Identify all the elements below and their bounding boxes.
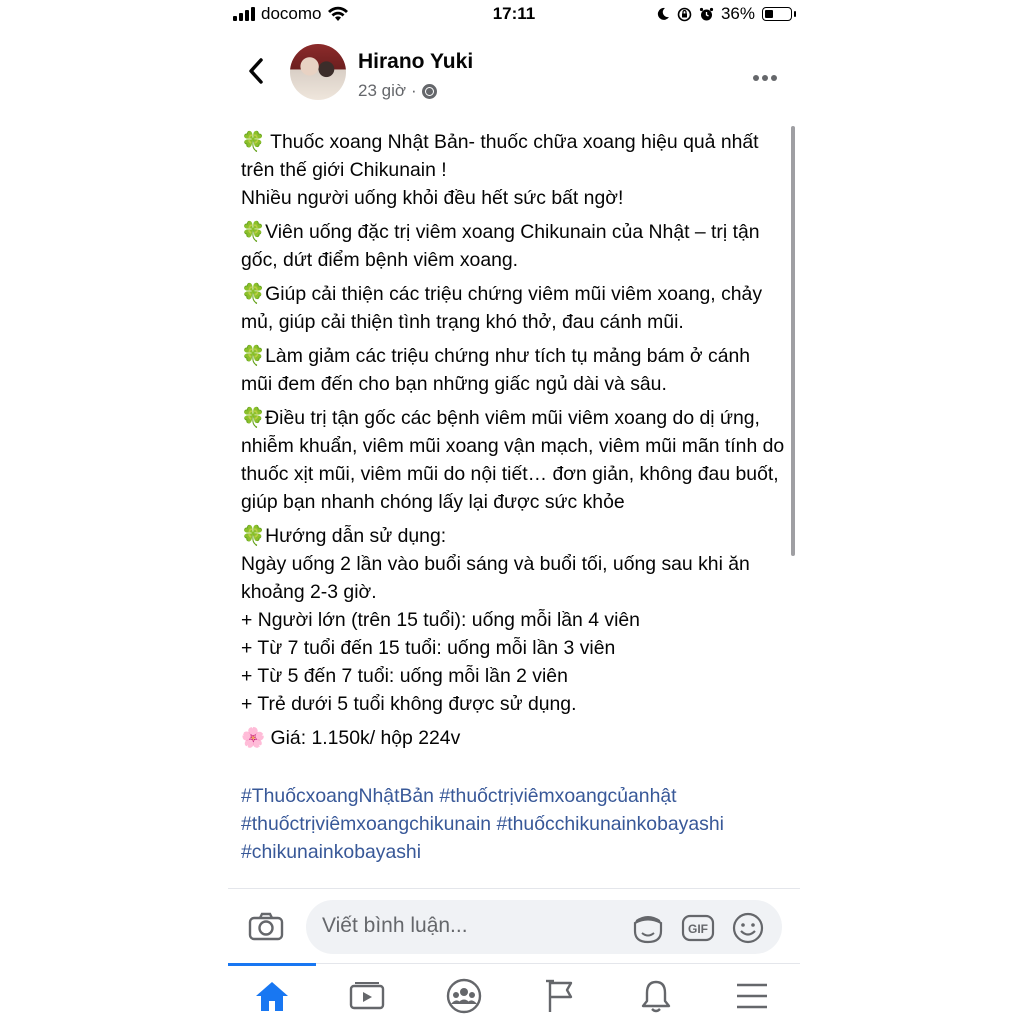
hashtag-link[interactable]: #thuốctrịviêmxoangchikunain xyxy=(241,813,492,835)
battery-icon xyxy=(762,7,792,21)
post-header xyxy=(228,40,800,110)
status-right-group xyxy=(656,4,792,24)
gif-button[interactable] xyxy=(680,910,716,946)
comment-placeholder: Viết bình luận... xyxy=(322,914,468,937)
author-name[interactable]: Hirano Yuki xyxy=(358,50,474,73)
camera-button[interactable] xyxy=(248,911,284,941)
home-icon xyxy=(254,979,290,1013)
camera-icon xyxy=(248,911,284,941)
chevron-left-icon xyxy=(244,56,268,86)
post-paragraph: 🍀Hướng dẫn sử dụng: Ngày uống 2 lần vào buổi sáng và buổi tối, uống sau khi ăn khoảng 2-3 giờ. + Người lớn (trên 15 tuổi): uống mỗi lần 4 viên + Từ 7 tuổi đến 15 tuổi: uống mỗi lần 3 viên + Từ 5 đến 7 tuổi: uống mỗi lần 2 viên + Trẻ dưới 5 tuổi không được sử dụng. xyxy=(241,525,750,715)
tab-notifications[interactable] xyxy=(634,976,678,1016)
post-paragraph: 🍀Giúp cải thiện các triệu chứng viêm mũi viêm xoang, chảy mủ, giúp cải thiện tình trạng khó thở, đau cánh mũi. xyxy=(241,283,763,333)
hashtag-link[interactable]: #chikunainkobayashi xyxy=(241,841,422,863)
hashtags xyxy=(241,782,786,866)
active-tab-indicator xyxy=(228,963,316,966)
post-meta xyxy=(358,81,437,101)
emoji-button[interactable] xyxy=(730,910,766,946)
smiley-icon xyxy=(731,911,765,945)
comment-input-icons xyxy=(630,910,766,946)
video-icon xyxy=(349,981,385,1011)
facebook-post-screen xyxy=(228,0,800,1024)
status-bar xyxy=(228,0,800,30)
menu-icon xyxy=(735,981,769,1011)
back-button[interactable] xyxy=(244,56,274,86)
more-options-button[interactable] xyxy=(752,58,778,89)
hashtag-link[interactable]: #thuốctrịviêmxoangcủanhật xyxy=(439,785,677,807)
rotation-lock-icon xyxy=(677,7,692,22)
post-time[interactable]: 23 giờ xyxy=(358,81,407,100)
post-paragraph: 🍀Viên uống đặc trị viêm xoang Chikunain của Nhật – trị tận gốc, dứt điểm bệnh viêm xoang. xyxy=(241,221,760,271)
comment-input[interactable] xyxy=(306,900,782,954)
scrollbar[interactable] xyxy=(791,126,795,556)
post-paragraph: 🍀Làm giảm các triệu chứng như tích tụ mảng bám ở cánh mũi đem đến cho bạn những giấc ngủ dài và sâu. xyxy=(241,345,751,395)
post-paragraph: 🍀Điều trị tận gốc các bệnh viêm mũi viêm xoang do dị ứng, nhiễm khuẩn, viêm mũi xoang vận mạch, viêm mũi mãn tính do thuốc xịt mũi, viêm mũi do nội tiết… đơn giản, không đau buốt, giúp bạn nhanh chóng lấy lại được sức khỏe xyxy=(241,407,785,513)
gif-label: GIF xyxy=(688,922,708,936)
post-content xyxy=(241,128,786,866)
post-paragraph: 🍀 Thuốc xoang Nhật Bản- thuốc chữa xoang hiệu quả nhất trên thế giới Chikunain ! Nhiều người uống khỏi đều hết sức bất ngờ! xyxy=(241,131,759,209)
avatar-sticker-icon xyxy=(631,911,665,945)
carrier-name: docomo xyxy=(261,4,322,23)
pages-flag-icon xyxy=(543,978,577,1014)
notifications-bell-icon xyxy=(639,978,673,1014)
comment-bar xyxy=(228,888,800,965)
tab-groups[interactable] xyxy=(442,976,486,1016)
avatar[interactable] xyxy=(290,44,346,100)
avatar-sticker-button[interactable] xyxy=(630,910,666,946)
post-paragraph-price: 🌸 Giá: 1.150k/ hộp 224v xyxy=(241,727,461,749)
tab-home[interactable] xyxy=(250,976,294,1016)
meta-separator: · xyxy=(411,81,417,100)
gif-icon xyxy=(681,913,715,943)
tab-video[interactable] xyxy=(345,976,389,1016)
clock-time: 17:11 xyxy=(492,4,536,23)
more-dots-icon xyxy=(752,74,778,82)
hashtag-link[interactable]: #ThuốcxoangNhậtBản xyxy=(241,785,434,807)
bottom-nav xyxy=(228,963,800,1024)
hashtag-link[interactable]: #thuốcchikunainkobayashi xyxy=(496,813,724,835)
globe-icon xyxy=(422,84,437,99)
groups-icon xyxy=(445,977,483,1015)
tab-menu[interactable] xyxy=(730,976,774,1016)
battery-percent: 36% xyxy=(720,4,755,23)
tab-pages[interactable] xyxy=(538,976,582,1016)
moon-icon xyxy=(656,7,670,21)
alarm-icon xyxy=(699,7,714,22)
